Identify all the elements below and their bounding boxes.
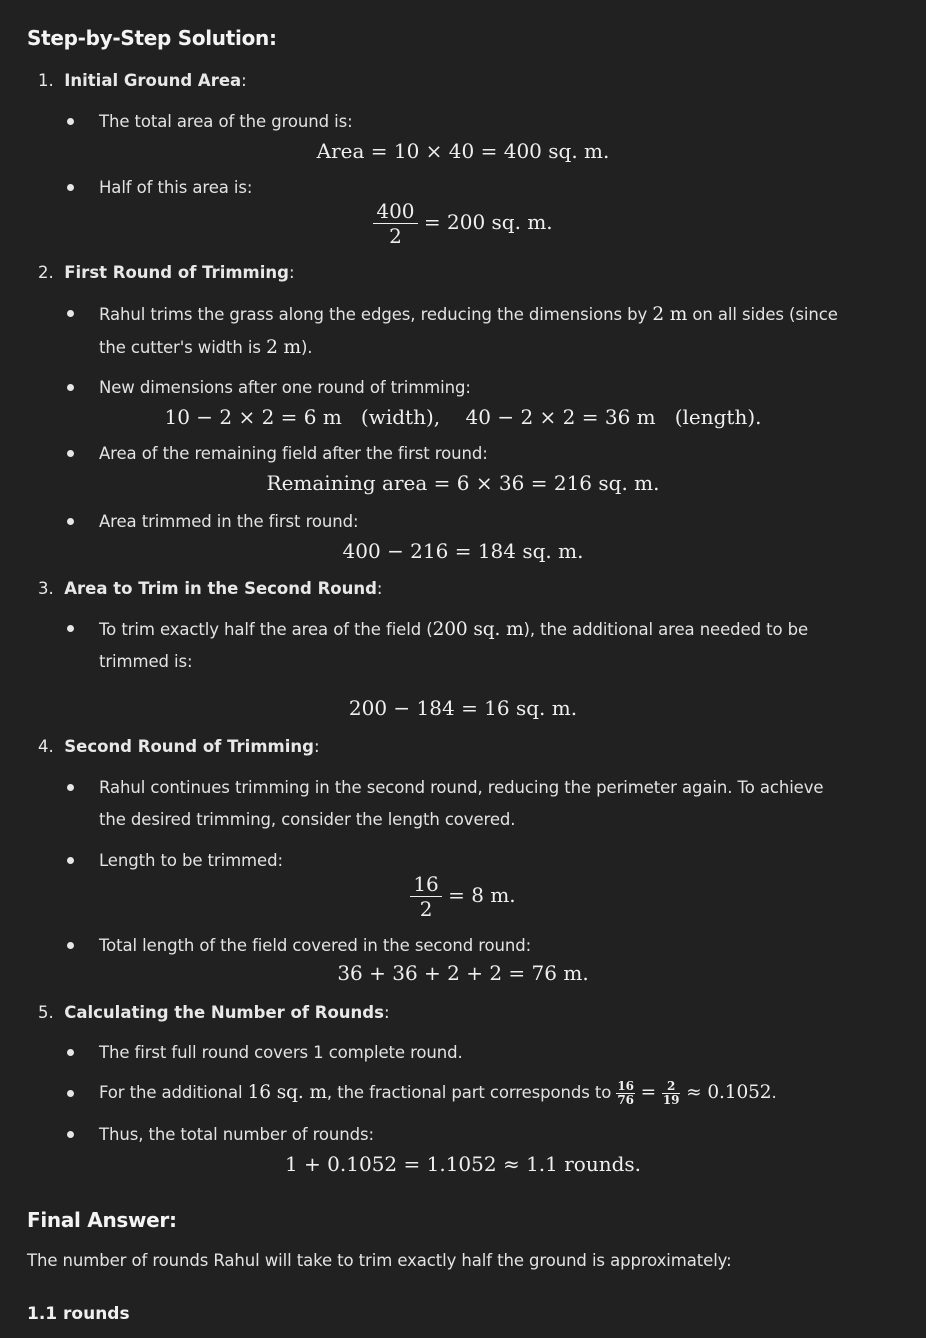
bullet-dot xyxy=(67,1049,74,1056)
bullet-text: Area trimmed in the first round: xyxy=(99,512,359,531)
bullet-dot xyxy=(67,118,74,125)
equation-rest: = 8 m. xyxy=(448,883,516,907)
text-run: , the fractional part corresponds to xyxy=(326,1083,617,1102)
math-fraction-equation xyxy=(0,872,926,921)
math-equation: Remaining area = 6 × 36 = 216 sq. m. xyxy=(266,471,660,495)
bullet-text: Half of this area is: xyxy=(99,178,253,197)
colon: : xyxy=(313,737,320,756)
final-answer-value: 1.1 rounds xyxy=(27,1304,130,1324)
fraction xyxy=(373,199,417,248)
fraction-numerator: 2 xyxy=(662,1080,681,1094)
step-2-heading xyxy=(38,263,295,282)
math-equation: Area = 10 × 40 = 400 sq. m. xyxy=(316,139,610,163)
bullet-dot xyxy=(67,184,74,191)
approx-value: ≈ 0.1052 xyxy=(680,1082,772,1103)
bullet-dot xyxy=(67,1090,74,1097)
colon: : xyxy=(376,579,383,598)
math-equation: 10 − 2 × 2 = 6 m (width), 40 − 2 × 2 = 36 m (length). xyxy=(164,405,762,429)
step-title: Area to Trim in the Second Round xyxy=(64,579,377,598)
step-1-heading xyxy=(38,71,247,90)
fraction-numerator: 400 xyxy=(373,199,417,224)
bullet-dot xyxy=(67,784,74,791)
bullet-text: Area of the remaining field after the first round: xyxy=(99,444,488,463)
bullet-dot xyxy=(67,625,74,632)
text-run: the cutter's width is xyxy=(99,338,267,357)
final-answer-heading: Final Answer: xyxy=(27,1208,177,1232)
bullet-text: Total length of the field covered in the second round: xyxy=(99,936,532,955)
bullet-text-line-2: trimmed is: xyxy=(99,652,193,671)
equation-rest: = 200 sq. m. xyxy=(423,210,553,234)
fraction-numerator: 16 xyxy=(410,872,441,897)
small-fraction xyxy=(616,1080,635,1107)
fraction-numerator: 16 xyxy=(617,1078,634,1093)
bullet-dot xyxy=(67,310,74,317)
inline-math: 16 sq. m xyxy=(247,1082,327,1103)
fraction-denominator: 76 xyxy=(617,1092,634,1107)
bullet-dot xyxy=(67,857,74,864)
bullet-text: New dimensions after one round of trimming: xyxy=(99,378,471,397)
text-run: ). xyxy=(300,338,313,357)
step-number: 1. xyxy=(38,71,54,90)
inline-math: 2 m xyxy=(652,304,688,325)
bullet-dot xyxy=(67,942,74,949)
step-number: 5. xyxy=(38,1003,54,1022)
bullet-text-line-1 xyxy=(99,304,838,325)
fraction xyxy=(410,872,441,921)
step-number: 3. xyxy=(38,579,54,598)
math-equation: 200 − 184 = 16 sq. m. xyxy=(348,696,578,720)
bullet-text xyxy=(99,1078,777,1108)
final-answer-text: The number of rounds Rahul will take to trim exactly half the ground is approximately: xyxy=(27,1251,732,1270)
bullet-text-line-2: the desired trimming, consider the length covered. xyxy=(99,810,516,829)
step-title: Calculating the Number of Rounds xyxy=(64,1003,384,1022)
bullet-text: Thus, the total number of rounds: xyxy=(99,1125,374,1144)
colon: : xyxy=(288,263,295,282)
step-4-heading xyxy=(38,737,320,756)
text-run: For the additional xyxy=(99,1083,248,1102)
step-3-heading xyxy=(38,579,382,598)
text-run: To trim exactly half the area of the field ( xyxy=(99,620,433,639)
inline-math: 200 sq. m xyxy=(432,619,524,640)
inline-math: 2 m xyxy=(266,337,301,358)
section-heading: Step-by-Step Solution: xyxy=(27,26,277,50)
bullet-text-line-1: Rahul continues trimming in the second round, reducing the perimeter again. To achieve xyxy=(99,778,824,797)
colon: : xyxy=(383,1003,390,1022)
step-title: Initial Ground Area xyxy=(64,71,242,90)
step-title: First Round of Trimming xyxy=(64,263,289,282)
bullet-text: The first full round covers 1 complete round. xyxy=(99,1043,463,1062)
colon: : xyxy=(241,71,247,90)
bullet-dot xyxy=(67,450,74,457)
text-run: . xyxy=(771,1083,777,1102)
bullet-dot xyxy=(67,1131,74,1138)
bullet-text: The total area of the ground is: xyxy=(99,112,353,131)
fraction-denominator: 19 xyxy=(662,1092,680,1107)
bullet-text-line-1 xyxy=(99,619,808,640)
bullet-dot xyxy=(67,384,74,391)
step-number: 2. xyxy=(38,263,54,282)
fraction-denominator: 2 xyxy=(419,897,433,921)
step-number: 4. xyxy=(38,737,54,756)
bullet-text-line-2 xyxy=(99,337,312,358)
step-5-heading xyxy=(38,1003,390,1022)
math-equation: 400 − 216 = 184 sq. m. xyxy=(342,539,584,563)
bullet-dot xyxy=(67,518,74,525)
inline-math-fractions xyxy=(616,1078,772,1107)
text-run: on all sides (since xyxy=(687,305,838,324)
math-equation: 1 + 0.1052 = 1.1052 ≈ 1.1 rounds. xyxy=(284,1152,642,1176)
bullet-text: Length to be trimmed: xyxy=(99,851,283,870)
text-run: ), the additional area needed to be xyxy=(523,620,809,639)
step-title: Second Round of Trimming xyxy=(64,737,314,756)
fraction-denominator: 2 xyxy=(389,224,402,248)
math-fraction-equation xyxy=(0,199,926,248)
text-run: Rahul trims the grass along the edges, reducing the dimensions by xyxy=(99,305,653,324)
equals-sign: = xyxy=(634,1082,662,1103)
small-fraction xyxy=(662,1080,681,1107)
math-equation: 36 + 36 + 2 + 2 = 76 m. xyxy=(337,961,589,985)
